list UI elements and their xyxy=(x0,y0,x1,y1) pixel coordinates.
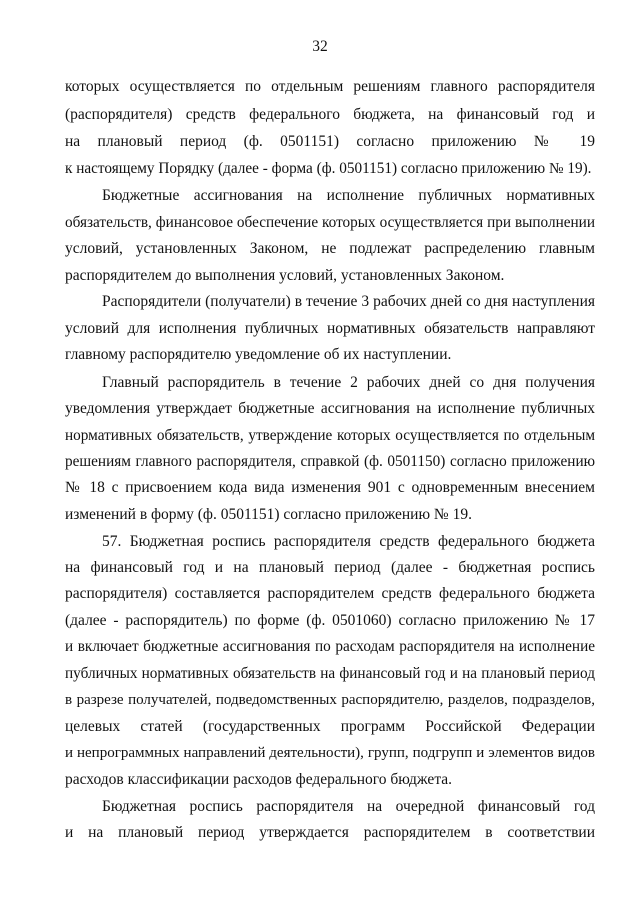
text-line: № 18 с присвоением кода вида изменения 901 с одновременным внесением xyxy=(65,479,595,496)
text-line: и непрограммных направлений деятельности), групп, подгрупп и элементов видов xyxy=(65,745,595,761)
text-line: главному распорядителю уведомление об их наступлении. xyxy=(65,346,452,363)
text-line: и включает бюджетные ассигнования по расходам распорядителя на исполнение xyxy=(65,638,595,655)
text-line: условий для исполнения публичных нормативных обязательств направляют xyxy=(65,320,595,337)
text-line: Распорядители (получатели) в течение 3 рабочих дней со дня наступления xyxy=(102,293,595,310)
text-line: к настоящему Порядку (далее - форма (ф. 0501151) согласно приложению № 19). xyxy=(65,160,592,177)
text-line: нормативных обязательств, утверждение которых осуществляется по отдельным xyxy=(65,427,595,444)
text-line: обязательств, финансовое обеспечение которых осуществляется при выполнении xyxy=(65,214,595,231)
text-line: (распорядителя) средств федерального бюджета, на финансовый год и xyxy=(65,106,595,123)
text-line: условий, установленных Законом, не подлежат распределению главным xyxy=(65,240,595,257)
text-line: распорядителем до выполнения условий, установленных Законом. xyxy=(65,267,505,284)
text-line: которых осуществляется по отдельным решениям главного распорядителя xyxy=(65,78,595,95)
text-line: и на плановый период утверждается распорядителем в соответствии xyxy=(65,824,595,841)
text-line: публичных нормативных обязательств на финансовый год и на плановый период xyxy=(65,665,595,682)
text-line: (далее - распорядитель) по форме (ф. 0501060) согласно приложению № 17 xyxy=(65,612,595,629)
text-line: изменений в форму (ф. 0501151) согласно приложению № 19. xyxy=(65,506,472,523)
text-line: Главный распорядитель в течение 2 рабочих дней со дня получения xyxy=(102,374,595,391)
text-line: 57. Бюджетная роспись распорядителя средств федерального бюджета xyxy=(102,533,595,550)
text-line: Бюджетные ассигнования на исполнение публичных нормативных xyxy=(102,187,595,204)
text-line: на плановый период (ф. 0501151) согласно приложению № 19 xyxy=(65,133,595,150)
page-number: 32 xyxy=(312,38,328,55)
text-line: уведомления утверждает бюджетные ассигнования на исполнение публичных xyxy=(65,400,595,417)
text-line: Бюджетная роспись распорядителя на очередной финансовый год xyxy=(102,798,595,815)
text-line: в разрезе получателей, подведомственных распорядителю, разделов, подразделов, xyxy=(65,692,595,708)
text-line: расходов классификации расходов федерального бюджета. xyxy=(65,771,453,788)
text-line: решениям главного распорядителя, справкой (ф. 0501150) согласно приложению xyxy=(65,453,595,470)
text-line: целевых статей (государственных программ Российской Федерации xyxy=(65,718,595,735)
text-line: на финансовый год и на плановый период (далее - бюджетная роспись xyxy=(65,559,595,576)
text-line: распорядителя) составляется распорядителем средств федерального бюджета xyxy=(65,585,595,602)
